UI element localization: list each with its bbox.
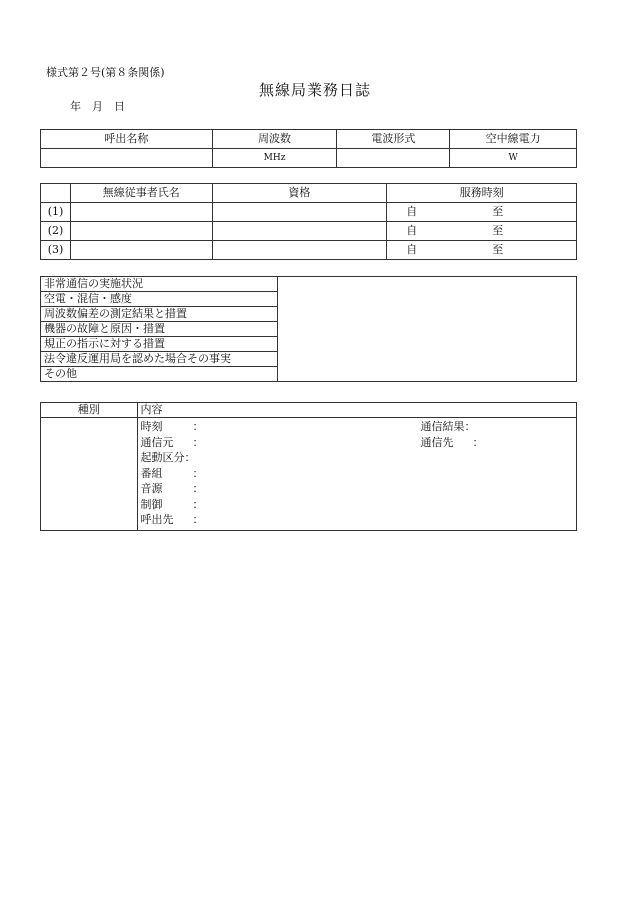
table-row bbox=[41, 241, 577, 260]
power-unit: W bbox=[508, 153, 518, 163]
record-label: その他 bbox=[41, 367, 278, 382]
control-label: 制御 bbox=[140, 497, 163, 511]
record-label: 空電・混信・感度 bbox=[41, 292, 278, 307]
form-reference: 様式第２号(第８条関係) bbox=[46, 66, 165, 79]
type-header: 種別 bbox=[41, 403, 138, 418]
table-row bbox=[41, 203, 577, 222]
category-label: 起動区分 bbox=[140, 451, 185, 464]
table-row bbox=[41, 184, 577, 203]
record-label: 非常通信の実施状況 bbox=[41, 277, 278, 292]
program-label: 番組 bbox=[140, 466, 163, 480]
frequency-unit: MHz bbox=[263, 153, 286, 163]
antenna-power-header: 空中線電力 bbox=[450, 130, 577, 149]
from-station-label: 通信元 bbox=[140, 435, 174, 449]
records-content-cell[interactable] bbox=[277, 277, 576, 382]
table-row bbox=[41, 149, 577, 168]
call-name-cell[interactable] bbox=[41, 149, 213, 168]
operator-name-cell[interactable] bbox=[70, 222, 212, 241]
table-row bbox=[41, 403, 577, 418]
table-row bbox=[41, 277, 577, 292]
frequency-cell[interactable] bbox=[212, 149, 337, 168]
row-number: (3) bbox=[41, 241, 71, 260]
type-cell[interactable] bbox=[41, 418, 138, 531]
operator-name-header: 無線従事者氏名 bbox=[70, 184, 212, 203]
table-row bbox=[41, 222, 577, 241]
call-dest-label: 呼出先 bbox=[140, 513, 174, 526]
colon: ： bbox=[192, 513, 204, 526]
qualification-cell[interactable] bbox=[212, 222, 387, 241]
operator-name-cell[interactable] bbox=[70, 203, 212, 222]
table-row bbox=[41, 418, 577, 531]
document-title: 無線局業務日誌 bbox=[258, 81, 371, 99]
emission-type-header: 電波形式 bbox=[337, 130, 450, 149]
duty-time-cell[interactable] bbox=[387, 203, 577, 222]
to-label: 至 bbox=[492, 224, 504, 237]
to-label: 至 bbox=[492, 243, 504, 256]
duty-time-header: 服務時刻 bbox=[387, 184, 577, 203]
content-cell[interactable] bbox=[137, 418, 576, 531]
log-table bbox=[40, 402, 577, 531]
to-station-label: 通信先 bbox=[420, 435, 454, 449]
operator-table bbox=[40, 183, 577, 260]
operator-name-cell[interactable] bbox=[70, 241, 212, 260]
table-row bbox=[41, 130, 577, 149]
duty-time-cell[interactable] bbox=[387, 222, 577, 241]
from-label: 自 bbox=[406, 243, 418, 256]
colon: ： bbox=[464, 420, 476, 433]
row-number: (2) bbox=[41, 222, 71, 241]
content-header: 内容 bbox=[137, 403, 576, 418]
from-label: 自 bbox=[406, 205, 418, 218]
result-label: 通信結果 bbox=[420, 420, 465, 433]
row-number: (1) bbox=[41, 203, 71, 222]
station-table bbox=[40, 129, 577, 168]
colon: ： bbox=[192, 497, 204, 511]
time-label: 時刻 bbox=[140, 420, 163, 433]
record-label: 機器の故障と原因・措置 bbox=[41, 322, 278, 337]
antenna-power-cell[interactable] bbox=[450, 149, 577, 168]
call-name-header: 呼出名称 bbox=[41, 130, 213, 149]
colon: ： bbox=[192, 420, 204, 433]
source-label: 音源 bbox=[140, 482, 163, 495]
qualification-cell[interactable] bbox=[212, 241, 387, 260]
record-label: 法令違反運用局を認めた場合その事実 bbox=[41, 352, 278, 367]
record-label: 周波数偏差の測定結果と措置 bbox=[41, 307, 278, 322]
colon: ： bbox=[184, 451, 196, 464]
colon: ： bbox=[192, 435, 204, 449]
frequency-header: 周波数 bbox=[212, 130, 337, 149]
record-label: 規正の指示に対する措置 bbox=[41, 337, 278, 352]
emission-type-cell[interactable] bbox=[337, 149, 450, 168]
qualification-cell[interactable] bbox=[212, 203, 387, 222]
number-header bbox=[41, 184, 71, 203]
records-table bbox=[40, 276, 577, 382]
colon: ： bbox=[472, 435, 484, 449]
colon: ： bbox=[192, 466, 204, 480]
qualification-header: 資格 bbox=[212, 184, 387, 203]
date-line: 年 月 日 bbox=[70, 100, 125, 113]
colon: ： bbox=[192, 482, 204, 495]
duty-time-cell[interactable] bbox=[387, 241, 577, 260]
from-label: 自 bbox=[406, 224, 418, 237]
to-label: 至 bbox=[492, 205, 504, 218]
